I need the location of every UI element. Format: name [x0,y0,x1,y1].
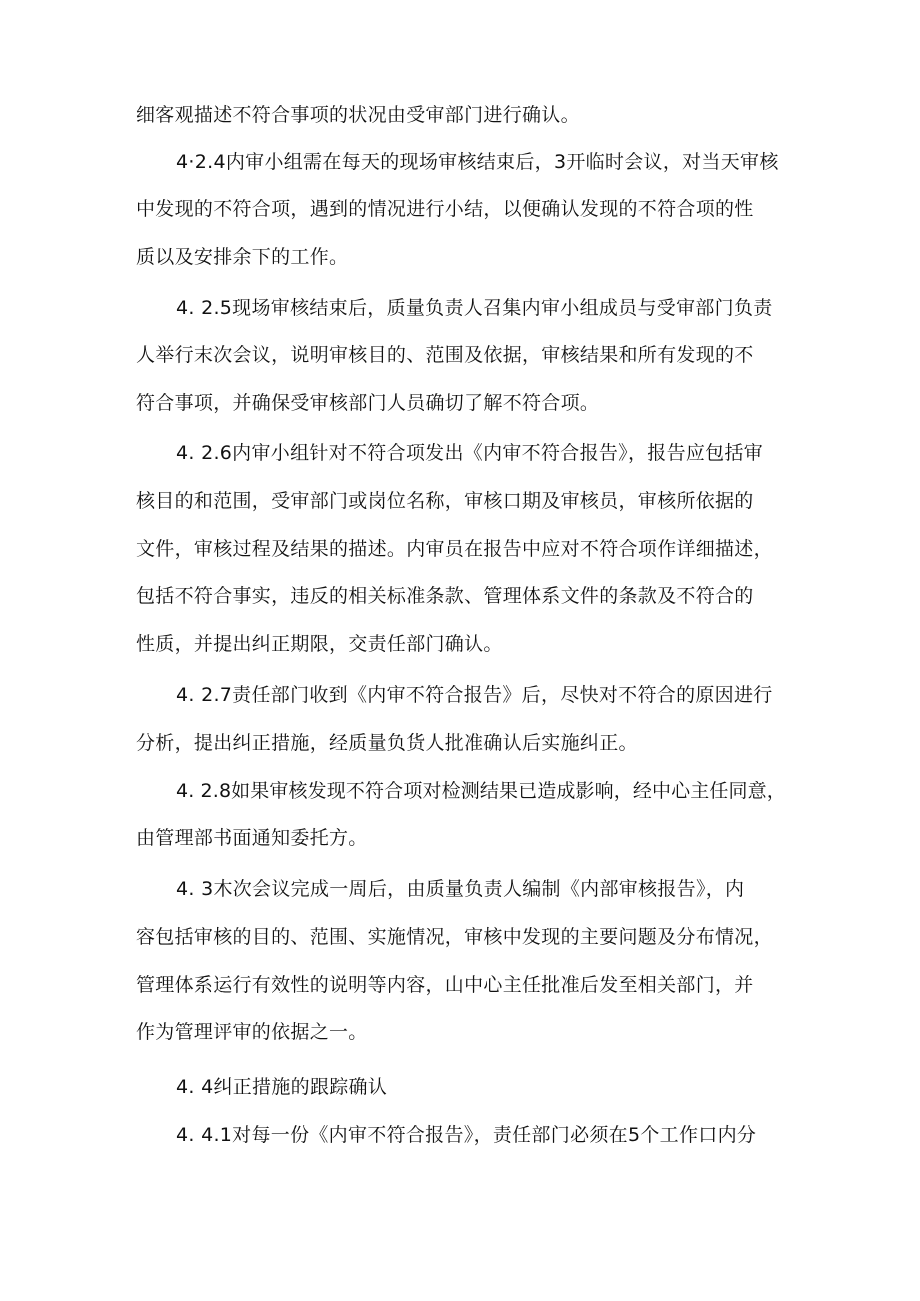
text-line: 核目的和范围，受审部门或岗位名称，审核口期及审核员，审核所依据的 [136,490,754,512]
text-line: 4·2.4内审小组需在每天的现场审核结束后，3开临时会议，对当天审核 [176,151,779,173]
text-line: 4. 4.1对每一份《内审不符合报告》，责任部门必须在5个工作口内分 [176,1124,757,1146]
text-line: 4. 3木次会议完成一周后，由质量负责人编制《内部审核报告》，内 [176,878,745,900]
text-line: 容包括审核的目的、范围、实施情况，审核中发现的主要问题及分布情况， [136,926,773,948]
text-line: 性质，并提出纠正期限，交责任部门确认。 [136,633,503,655]
text-line: 文件，审核过程及结果的描述。内审员在报告中应对不符合项作详细描述， [136,538,773,560]
text-line: 中发现的不符合项，遇到的情况进行小结，以便确认发现的不符合项的性 [136,198,754,220]
text-line: 4. 2.6内审小组针对不符合项发出《内审不符合报告》，报告应包括审 [176,442,764,464]
text-line: 4. 2.7责任部门收到《内审不符合报告》后，尽快对不符合的原因进行 [176,684,773,706]
text-line: 包括不符合事实，违反的相关标准条款、管理体系文件的条款及不符合的 [136,585,754,607]
text-line: 管理体系运行有效性的说明等内容，山中心主任批准后发至相关部门，并 [136,974,754,996]
text-line: 细客观描述不符合事项的状况由受审部门进行确认。 [136,104,580,126]
text-line: 作为管理评审的依据之一。 [136,1021,368,1043]
text-line: 质以及安排余下的工作。 [136,246,349,268]
text-line: 4. 2.5现场审核结束后，质量负责人召集内审小组成员与受审部门负责 [176,297,773,319]
text-line: 4. 4纠正措施的跟踪确认 [176,1076,388,1098]
text-line: 符合事项，并确保受审核部门人员确切了解不符合项。 [136,392,600,414]
text-line: 人举行末次会议，说明审核目的、范围及依据，审核结果和所有发现的不 [136,344,754,366]
text-line: 由管理部书面通知委托方。 [136,827,368,849]
text-line: 4. 2.8如果审核发现不符合项对检测结果已造成影响，经中心主任同意， [176,780,786,802]
text-line: 分析，提出纠正措施，经质量负货人批准确认后实施纠正。 [136,732,638,754]
